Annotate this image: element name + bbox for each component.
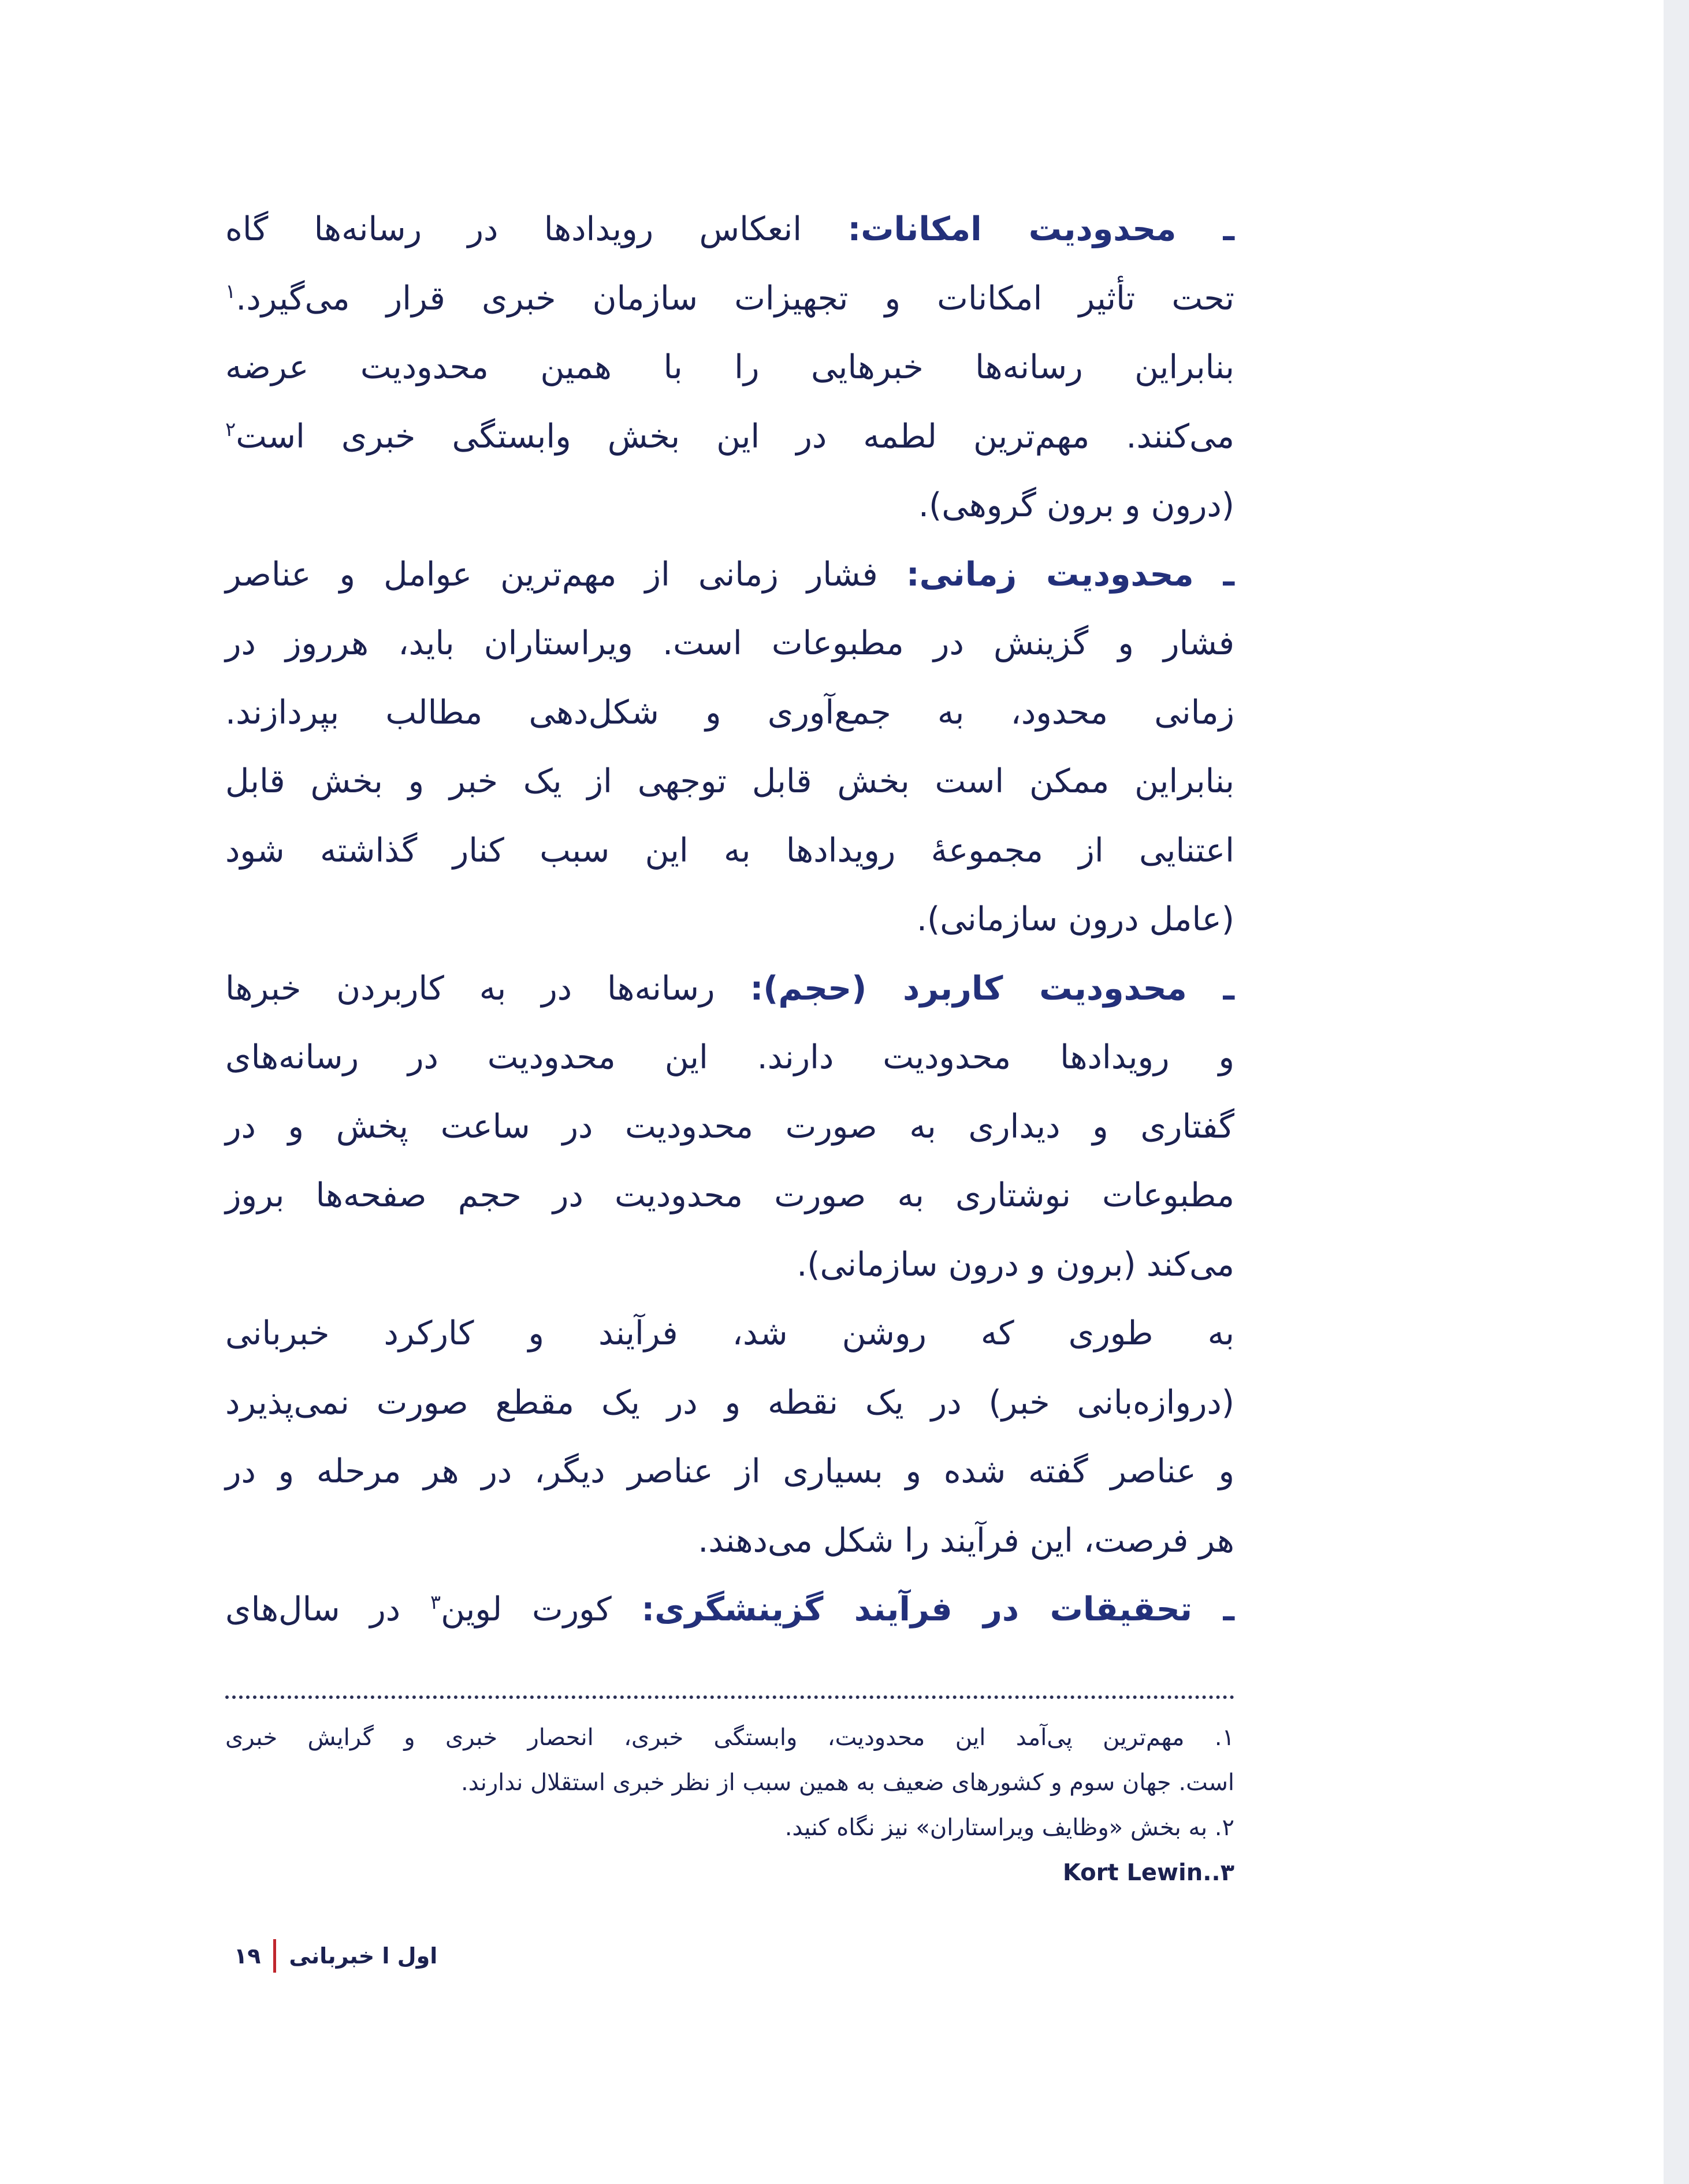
text-line: (دروازه‌بانی خبر) در یک نقطه و در یک مقطع صورت نمی‌پذیرد — [225, 1383, 1234, 1422]
text-line — [225, 541, 1234, 610]
text-line: فشار و گزینش در مطبوعات است. ویراستاران باید، هرروز در — [225, 624, 1234, 662]
line-text: انعکاس رویدادها در رسانه‌ها گاه — [225, 210, 848, 248]
footnote-3 — [225, 1850, 1234, 1895]
section-heading: ـ محدودیت کاربرد (حجم): — [750, 969, 1234, 1008]
footnote-divider — [225, 1695, 1234, 1699]
line-text: می‌کنند. مهم‌ترین لطمه در این بخش وابستگی خبری است — [236, 417, 1234, 456]
text-line: مطبوعات نوشتاری به صورت محدودیت در حجم صفحه‌ها بروز — [225, 1176, 1234, 1214]
text-line — [225, 955, 1234, 1024]
page-number: ۱۹ — [234, 1943, 261, 1969]
text-line: هر فرصت، این فرآیند را شکل می‌دهند. — [698, 1521, 1234, 1560]
page-footer — [234, 1936, 437, 1976]
footnote-ref: ۱ — [225, 279, 236, 303]
text-line: بنابراین ممکن است بخش قابل توجهی از یک خبر و بخش قابل — [225, 762, 1234, 800]
footer-separator — [273, 1939, 276, 1973]
footnote-ref: ۲ — [225, 418, 236, 441]
footnote-3-text: Kort Lewin..۳ — [1062, 1859, 1234, 1886]
text-line — [225, 1575, 1234, 1645]
section-heading: ـ محدودیت امکانات: — [847, 210, 1234, 248]
text-line: و رویدادها محدودیت دارند. این محدودیت در رسانه‌های — [225, 1038, 1234, 1076]
text-line: (عامل درون سازمانی). — [916, 900, 1234, 938]
footnote-1-cont: است. جهان سوم و کشورهای ضعیف به همین سبب از نظر خبری استقلال ندارند. — [460, 1769, 1234, 1796]
footnotes — [225, 1715, 1234, 1895]
line-text: کورت لوین — [441, 1590, 642, 1628]
line-text: تحت تأثیر امکانات و تجهیزات سازمان خبری قرار می‌گیرد. — [236, 279, 1234, 318]
text-line: و عناصر گفته شده و بسیاری از عناصر دیگر، در هر مرحله و در — [225, 1452, 1234, 1490]
text-line: بنابراین رسانه‌ها خبرهایی را با همین محدودیت عرضه — [225, 348, 1234, 386]
running-title: اول ا خبربانی — [289, 1943, 438, 1969]
footnote-ref: ۳ — [430, 1591, 441, 1614]
section-heading: ـ تحقیقات در فرآیند گزینشگری: — [641, 1590, 1234, 1628]
footnote-1: ۱. مهم‌ترین پی‌آمد این محدودیت، وابستگی خبری، انحصار خبری و گرایش خبری — [225, 1724, 1234, 1751]
text-line: می‌کند (برون و درون سازمانی). — [797, 1245, 1234, 1284]
line-text: رسانه‌ها در به کاربردن خبرها — [225, 969, 750, 1008]
page-edge — [1664, 0, 1689, 2184]
footnote-2: ۲. به بخش «وظایف ویراستاران» نیز نگاه کنید. — [784, 1814, 1234, 1841]
text-line: (درون و برون گروهی). — [918, 486, 1234, 524]
text-line — [225, 264, 1234, 334]
text-line — [225, 402, 1234, 472]
text-line — [225, 195, 1234, 264]
text-line: اعتنایی از مجموعهٔ رویدادها به این سبب کنار گذاشته شود — [225, 831, 1234, 870]
line-text: فشار زمانی از مهم‌ترین عوامل و عناصر — [225, 555, 906, 594]
text-line: به طوری که روشن شد، فرآیند و کارکرد خبربانی — [225, 1314, 1234, 1352]
section-heading: ـ محدودیت زمانی: — [906, 555, 1234, 594]
text-line: گفتاری و دیداری به صورت محدودیت در ساعت پخش و در — [225, 1107, 1234, 1146]
body-text — [225, 195, 1234, 1645]
line-text: در سال‌های — [225, 1590, 430, 1628]
text-line: زمانی محدود، به جمع‌آوری و شکل‌دهی مطالب بپردازند. — [225, 693, 1234, 732]
